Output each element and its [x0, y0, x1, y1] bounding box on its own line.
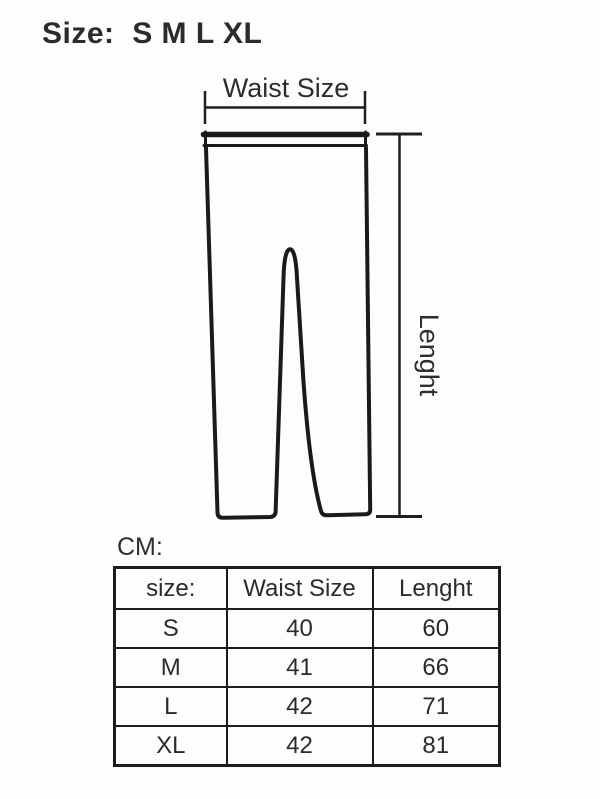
page-title: Size: S M L XL	[42, 17, 263, 50]
cell-size: M	[115, 648, 227, 687]
pants-outline	[206, 148, 370, 518]
length-label: Lenght	[414, 313, 444, 397]
table-row-xl	[115, 726, 500, 766]
table-row-l	[115, 687, 500, 726]
cell-waist: 41	[227, 648, 373, 687]
cell-length: 81	[373, 726, 500, 766]
cell-size: L	[115, 687, 227, 726]
size-table	[113, 566, 501, 767]
cell-waist: 40	[227, 609, 373, 648]
cell-waist: 42	[227, 687, 373, 726]
table-row-m	[115, 648, 500, 687]
cell-size: XL	[115, 726, 227, 766]
cell-length: 66	[373, 648, 500, 687]
cell-waist: 42	[227, 726, 373, 766]
unit-label: CM:	[117, 533, 163, 561]
cell-length: 71	[373, 687, 500, 726]
table-row-s	[115, 609, 500, 648]
col-header-size: size:	[115, 568, 227, 610]
cell-length: 60	[373, 609, 500, 648]
col-header-waist: Waist Size	[227, 568, 373, 610]
waistband	[204, 132, 368, 147]
cell-size: S	[115, 609, 227, 648]
col-header-length: Lenght	[373, 568, 500, 610]
waist-size-label: Waist Size	[222, 73, 350, 103]
table-header-row	[115, 568, 500, 610]
